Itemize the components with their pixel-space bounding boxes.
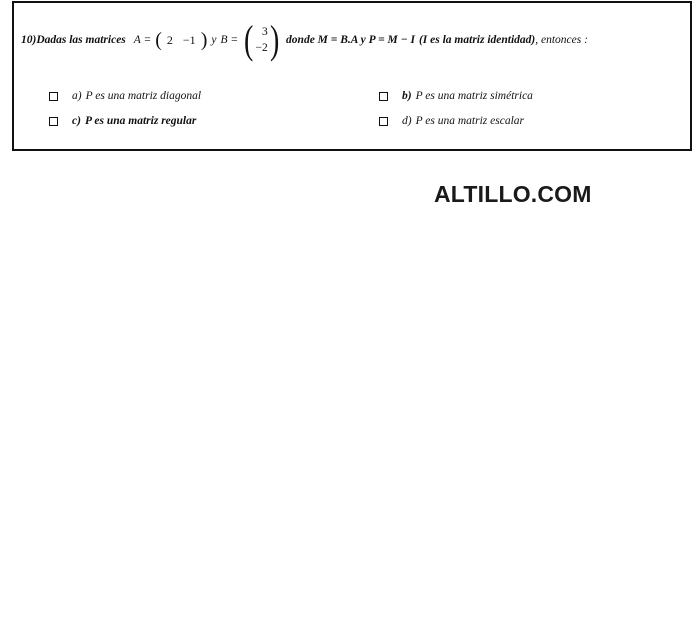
- option-a-checkbox[interactable]: [49, 92, 58, 101]
- watermark-text: ALTILLO.COM: [434, 181, 592, 207]
- option-a-letter: a): [72, 90, 82, 102]
- option-d[interactable]: [379, 115, 524, 127]
- option-d-checkbox[interactable]: [379, 117, 388, 126]
- option-a[interactable]: [49, 90, 201, 102]
- option-b-text: P es una matriz simétrica: [415, 90, 533, 102]
- option-c-checkbox[interactable]: [49, 117, 58, 126]
- question-statement: [21, 17, 588, 62]
- option-c[interactable]: [49, 115, 196, 127]
- definition-i: (I es la matriz identidad): [418, 34, 536, 46]
- matrix-a-cell: −1: [182, 32, 196, 47]
- question-box: [12, 1, 692, 151]
- option-c-letter: c): [72, 115, 81, 127]
- matrix-b-cell: −2: [255, 42, 268, 54]
- definition-m: donde M = B.A y P = M − I: [286, 34, 415, 46]
- connector-text: y: [211, 34, 217, 46]
- question-prefix: 10)Dadas las matrices: [21, 34, 126, 46]
- matrix-a-label: A =: [133, 34, 152, 46]
- matrix-b: ( 3 −2 ): [244, 17, 280, 62]
- option-b-letter: b): [402, 90, 412, 102]
- option-d-text: P es una matriz escalar: [415, 115, 524, 127]
- matrix-b-cell: 3: [261, 26, 268, 38]
- option-c-text: P es una matriz regular: [84, 115, 197, 127]
- matrix-a: ( 2 −1 ): [155, 29, 208, 51]
- matrix-b-label: B =: [220, 34, 239, 46]
- option-b[interactable]: [379, 90, 533, 102]
- option-d-letter: d): [402, 115, 412, 127]
- option-b-checkbox[interactable]: [379, 92, 388, 101]
- option-a-text: P es una matriz diagonal: [85, 90, 202, 102]
- question-suffix: , entonces :: [535, 34, 588, 46]
- matrix-a-cell: 2: [166, 32, 173, 47]
